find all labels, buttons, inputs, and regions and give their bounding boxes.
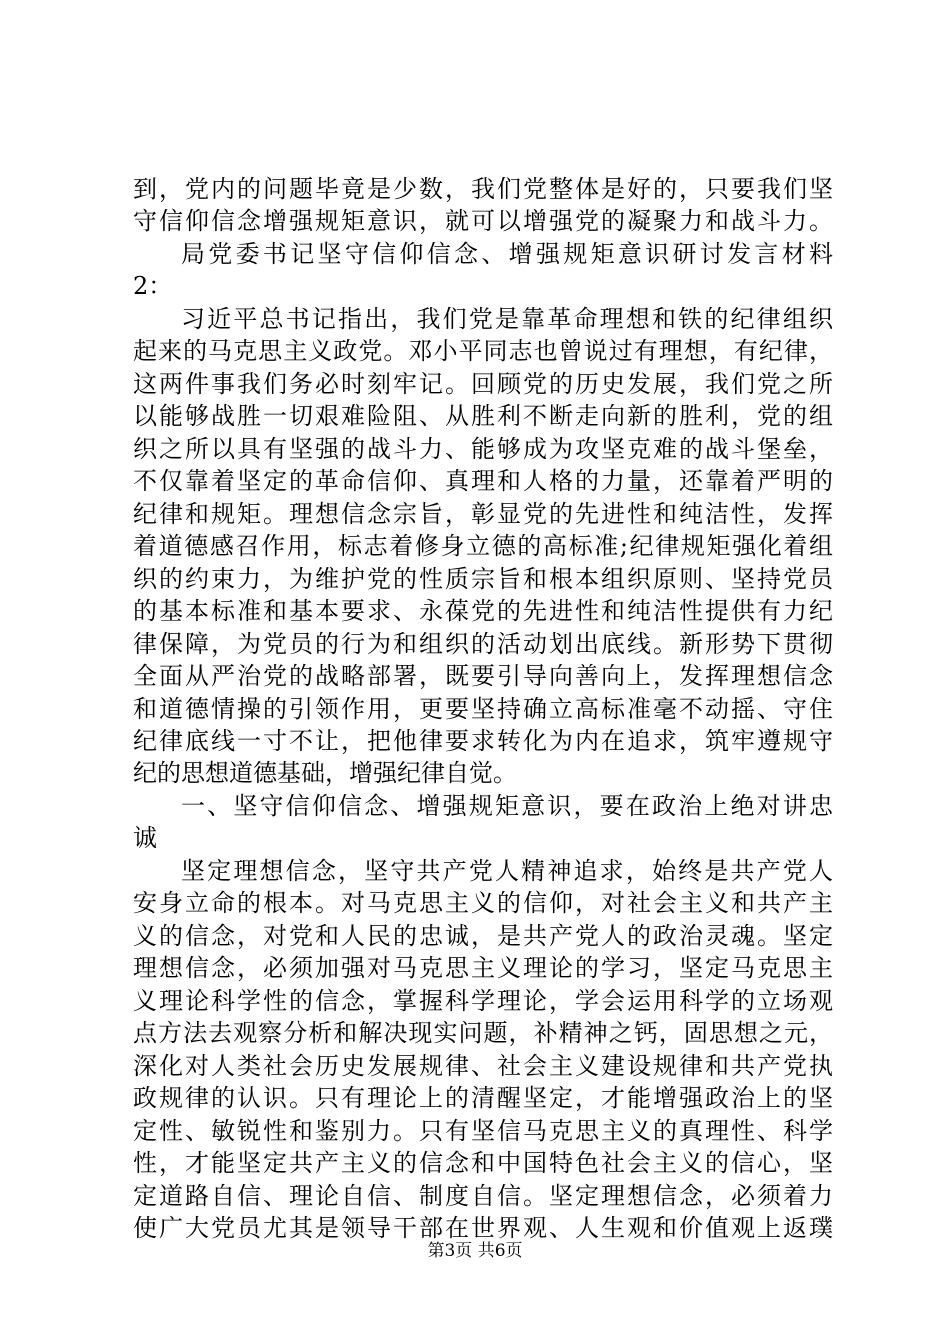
body-text-line: 和道德情操的引领作用，更要坚持确立高标准毫不动摇、守住 xyxy=(133,694,833,723)
body-text-line: 守信仰信念增强规矩意识，就可以增强党的凝聚力和战斗力。 xyxy=(133,207,833,236)
body-text-line: 以能够战胜一切艰难险阻、从胜利不断走向新的胜利，党的组 xyxy=(133,402,833,431)
body-text-line: 性，才能坚定共产主义的信念和中国特色社会主义的信心，坚 xyxy=(133,1149,833,1178)
body-text-line: 诚 xyxy=(133,824,157,853)
body-text-line: 纪律和规矩。理想信念宗旨，彰显党的先进性和纯洁性，发挥 xyxy=(133,499,833,528)
body-text-line: 点方法去观察分析和解决现实问题，补精神之钙，固思想之元， xyxy=(133,1019,833,1048)
body-text-line: 这两件事我们务必时刻牢记。回顾党的历史发展，我们党之所 xyxy=(133,369,833,398)
body-text-line: 安身立命的根本。对马克思主义的信仰，对社会主义和共产主 xyxy=(133,889,833,918)
body-text-line: 的基本标准和基本要求、永葆党的先进性和纯洁性提供有力纪 xyxy=(133,597,833,626)
body-text-line: 理想信念，必须加强对马克思主义理论的学习，坚定马克思主 xyxy=(133,954,833,983)
body-text-line: 一、坚守信仰信念、增强规矩意识，要在政治上绝对讲忠 xyxy=(181,791,833,820)
body-text-line: 不仅靠着坚定的革命信仰、真理和人格的力量，还靠着严明的 xyxy=(133,467,833,496)
body-text-line: 织之所以具有坚强的战斗力、能够成为攻坚克难的战斗堡垒， xyxy=(133,434,833,463)
body-text-line: 着道德感召作用，标志着修身立德的高标准;纪律规矩强化着组 xyxy=(133,532,833,561)
page-footer: 第3页 共6页 xyxy=(427,1241,523,1261)
body-text-line: 定道路自信、理论自信、制度自信。坚定理想信念，必须着力 xyxy=(133,1181,833,1210)
body-text-line: 纪的思想道德基础，增强纪律自觉。 xyxy=(133,759,517,788)
body-text-line: 起来的马克思主义政党。邓小平同志也曾说过有理想，有纪律， xyxy=(133,337,833,366)
body-text-line: 定性、敏锐性和鉴别力。只有坚信马克思主义的真理性、科学 xyxy=(133,1116,833,1145)
body-text-line: 2： xyxy=(133,272,173,301)
body-text-line: 使广大党员尤其是领导干部在世界观、人生观和价值观上返璞 xyxy=(133,1214,833,1242)
document-body xyxy=(133,173,833,1244)
body-text-line: 坚定理想信念，坚守共产党人精神追求，始终是共产党人 xyxy=(181,856,833,885)
body-text-line: 全面从严治党的战略部署，既要引导向善向上，发挥理想信念 xyxy=(133,662,833,691)
body-text-line: 织的约束力，为维护党的性质宗旨和根本组织原则、坚持党员 xyxy=(133,564,833,593)
body-text-line: 习近平总书记指出，我们党是靠革命理想和铁的纪律组织 xyxy=(181,304,833,333)
body-text-line: 到，党内的问题毕竟是少数，我们党整体是好的，只要我们坚 xyxy=(133,175,833,203)
body-text-line: 深化对人类社会历史发展规律、社会主义建设规律和共产党执 xyxy=(133,1051,833,1080)
body-text-line: 律保障，为党员的行为和组织的活动划出底线。新形势下贯彻 xyxy=(133,629,833,658)
body-text-line: 义的信念，对党和人民的忠诚，是共产党人的政治灵魂。坚定 xyxy=(133,921,833,950)
body-text-line: 局党委书记坚守信仰信念、增强规矩意识研讨发言材料 xyxy=(181,239,833,268)
body-text-line: 义理论科学性的信念，掌握科学理论，学会运用科学的立场观 xyxy=(133,986,833,1015)
body-text-line: 纪律底线一寸不让，把他律要求转化为内在追求，筑牢遵规守 xyxy=(133,726,833,755)
body-text-line: 政规律的认识。只有理论上的清醒坚定，才能增强政治上的坚 xyxy=(133,1084,833,1113)
